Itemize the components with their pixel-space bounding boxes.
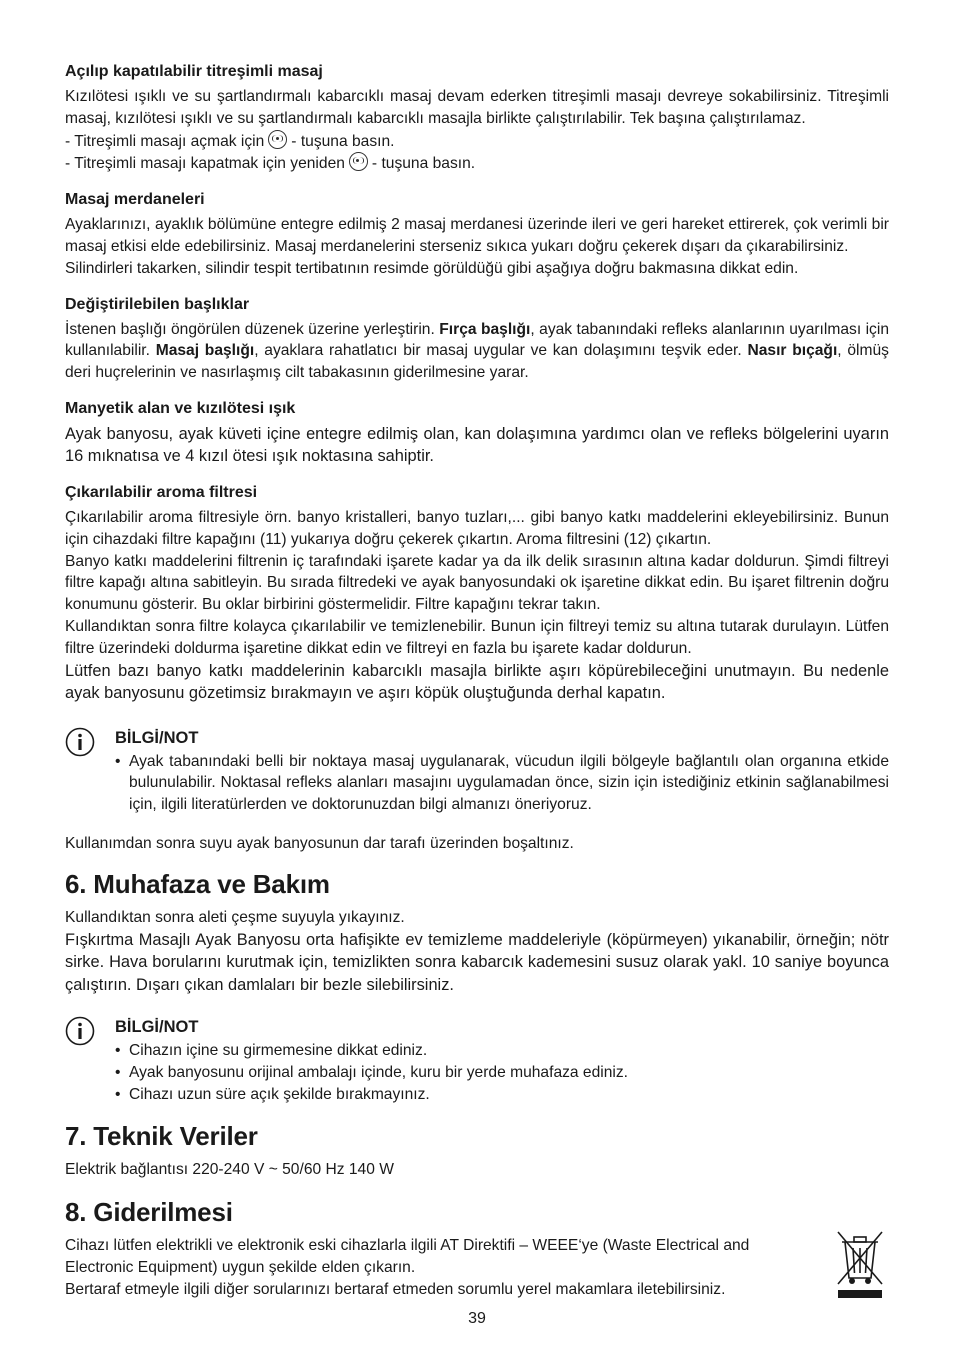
paragraph (65, 130, 889, 153)
text: - tuşuna basın. (371, 155, 476, 173)
paragraph: Banyo katkı maddelerini filtrenin iç tarafındaki işarete kadar ya da ilk delik sırasının altına kadar doldurun. Şimdi filtreyi filtre kapağı altına sabitleyin. Bu sırada filtredeki ve ayak banyosundaki ok işaretine dikkat edin. Bu işaret filtrenin doğru konumunu gösterir. Bu oklar birbirini göstermelidir. Filtre kapağını tekrar takın. (65, 552, 889, 614)
heading-care: 6. Muhafaza ve Bakım (65, 869, 330, 900)
list-item: • Cihazın içine su girmemesine dikkat ediniz. (115, 1040, 889, 1062)
paragraph: Cihazı lütfen elektrikli ve elektronik eski cihazlarla ilgili AT Direktifi – WEEE‘ye (Waste Electrical and Electronic Equipment) uygun şekilde elden çıkarın. (65, 1237, 750, 1276)
text: - Titreşimli masajı kapatmak için yeniden (65, 155, 345, 173)
info-icon (65, 727, 95, 757)
section-title: Değiştirilebilen başlıklar (65, 295, 250, 313)
text: - tuşuna basın. (291, 132, 395, 150)
paragraph: Bertaraf etmeyle ilgili diğer sorularınızı bertaraf etmeden sorumlu yerel makamlara iletebilirsiniz. (65, 1280, 726, 1298)
bold-text: Fırça başlığı (439, 320, 531, 338)
list-item: • Ayak banyosunu orijinal ambalajı içinde, kuru bir yerde muhafaza ediniz. (115, 1062, 889, 1084)
vibration-button-icon (268, 130, 287, 149)
info-note (65, 1016, 889, 1105)
section-disposal (65, 1197, 810, 1300)
heading-tech: 7. Teknik Veriler (65, 1121, 258, 1152)
paragraph: Ayaklarınızı, ayaklık bölümüne entegre edilmiş 2 masaj merdanesi üzerinde ileri ve geri hareket ettirerek, çok verimli bir masaj etkisi elde edebilirsiniz. Masaj merdanelerini sterseniz sıkıca yukarı doğru çekerek dışarı da çıkarabilirsiniz. (65, 216, 889, 255)
crossed-bin-icon (836, 1228, 884, 1300)
text: , ölmüş deri huçrelerinin ve nasırlaşmış cilt tabakasının giderilmesine yarar. (65, 342, 889, 382)
paragraph: Kızılötesi ışıklı ve su şartlandırmalı kabarcıklı masaj devam ederken titreşimli masajı devreye sokabilirsiniz. Titreşimli masaj, kızılötesi ışıklı ve su şartlandırmalı kabarcıklı masajla birlikte çalıştırılabilir. Tek başına çalıştırılamaz. (65, 88, 889, 127)
paragraph: Silindirleri takarken, silindir tespit tertibatının resimde görüldüğü gibi aşağıya doğru bakmasına dikkat edin. (65, 259, 799, 277)
note-list (115, 1040, 889, 1105)
section-title: Açılıp kapatılabilir titreşimli masaj (65, 63, 323, 80)
info-icon (65, 1016, 95, 1046)
vibration-button-icon (349, 152, 368, 171)
section-title: Masaj merdaneleri (65, 191, 205, 209)
section-aroma (65, 483, 889, 705)
section-vibration (65, 62, 889, 175)
bold-text: Nasır bıçağı (747, 342, 838, 360)
paragraph: Kullandıktan sonra aleti çeşme suyuyla yıkayınız. (65, 909, 405, 927)
page-number: 39 (468, 1310, 486, 1327)
note-title: BİLGİ/NOT (115, 1018, 199, 1037)
paragraph: Fışkırtma Masajlı Ayak Banyosu orta hafişikte ev temizleme maddeleriyle (köpürmeyen) yıkanabilir, örneğin; nötr sirke. Hava borularını kurutmak için, temizlikten sonra kabarcık kademesini susuz olarak yakl. 10 saniye boyunca çalıştırın. Dışarı çıkan damlaları bir bezle silebilirsiniz. (65, 930, 889, 994)
bold-text: Masaj başlığı (155, 342, 255, 360)
paragraph: Çıkarılabilir aroma filtresiyle örn. banyo kristalleri, banyo tuzları,... gibi banyo katkı maddelerini ekleyebilirsiniz. Bunun için cihazdaki filtre kapağını (11) yukarıya doğru çekerek çıkartın. Aroma filtresini (12) çıkartın. (65, 508, 889, 548)
section-care (65, 869, 889, 996)
paragraph (65, 319, 889, 384)
text: İstenen başlığı öngörülen düzenek üzerine yerleştirin. (65, 320, 440, 338)
section-magnetic (65, 399, 889, 468)
document-page (65, 62, 889, 1315)
heading-disposal: 8. Giderilmesi (65, 1197, 233, 1227)
paragraph (65, 152, 889, 175)
text: - Titreşimli masajı açmak için (65, 132, 265, 150)
paragraph: Kullandıktan sonra filtre kolayca çıkarılabilir ve temizlenebilir. Bunun için filtreyi temiz su altına tutarak durulayın. Lütfen filtre üzerindeki doldurma işaretine dikkat edin ve filtreyi en fazla bu işarete kadar doldurun. (65, 617, 889, 657)
section-title: Manyetik alan ve kızılötesi ışık (65, 399, 296, 417)
section-title: Çıkarılabilir aroma filtresi (65, 483, 258, 501)
text: , ayak tabanındaki refleks alanlarının uyarılması için kullanılabilir. (65, 320, 889, 360)
list-item: • Ayak tabanındaki belli bir noktaya masaj uygulanarak, vücudun ilgili bölgeyle bağlantılı olan organına etkide bulunulabilir. Noktasal refleks alanları masajını uygulamadan önce, sizin için istediğiniz etkinin sağlanabilmesi için, ilgili literatürlerden ve doktorunuzdan bilgi almanızı öneriyoruz. (115, 751, 889, 816)
info-note (65, 727, 889, 816)
note-title: BİLGİ/NOT (115, 728, 199, 747)
list-item: • Cihazı uzun süre açık şekilde bırakmayınız. (115, 1084, 889, 1106)
paragraph: Elektrik bağlantısı 220-240 V ~ 50/60 Hz 140 W (65, 1161, 394, 1179)
paragraph: Kullanımdan sonra suyu ayak banyosunun dar tarafı üzerinden boşaltınız. (65, 835, 574, 853)
paragraph: Ayak banyosu, ayak küveti içine entegre edilmiş olan, kan dolaşımına yardımcı olan ve refleks bölgelerini uyarın 16 mıknatısa ve 4 kızıl ötesi ışık noktasına sahiptir. (65, 424, 889, 466)
section-tech (65, 1121, 889, 1181)
text: , ayaklara rahatlatıcı bir masaj uygular ve kan dolaşımını teşvik eder. (254, 342, 748, 360)
section-rollers (65, 190, 889, 279)
paragraph: Lütfen bazı banyo katkı maddelerinin kabarcıklı masajla birlikte aşırı köpürebileceğini unutmayın. Bu nedenle ayak banyosunu gözetimsiz bırakmayın ve aşırı köpük oluştuğunda derhal kapatın. (65, 661, 889, 703)
note-list (115, 751, 889, 816)
section-heads (65, 295, 889, 384)
